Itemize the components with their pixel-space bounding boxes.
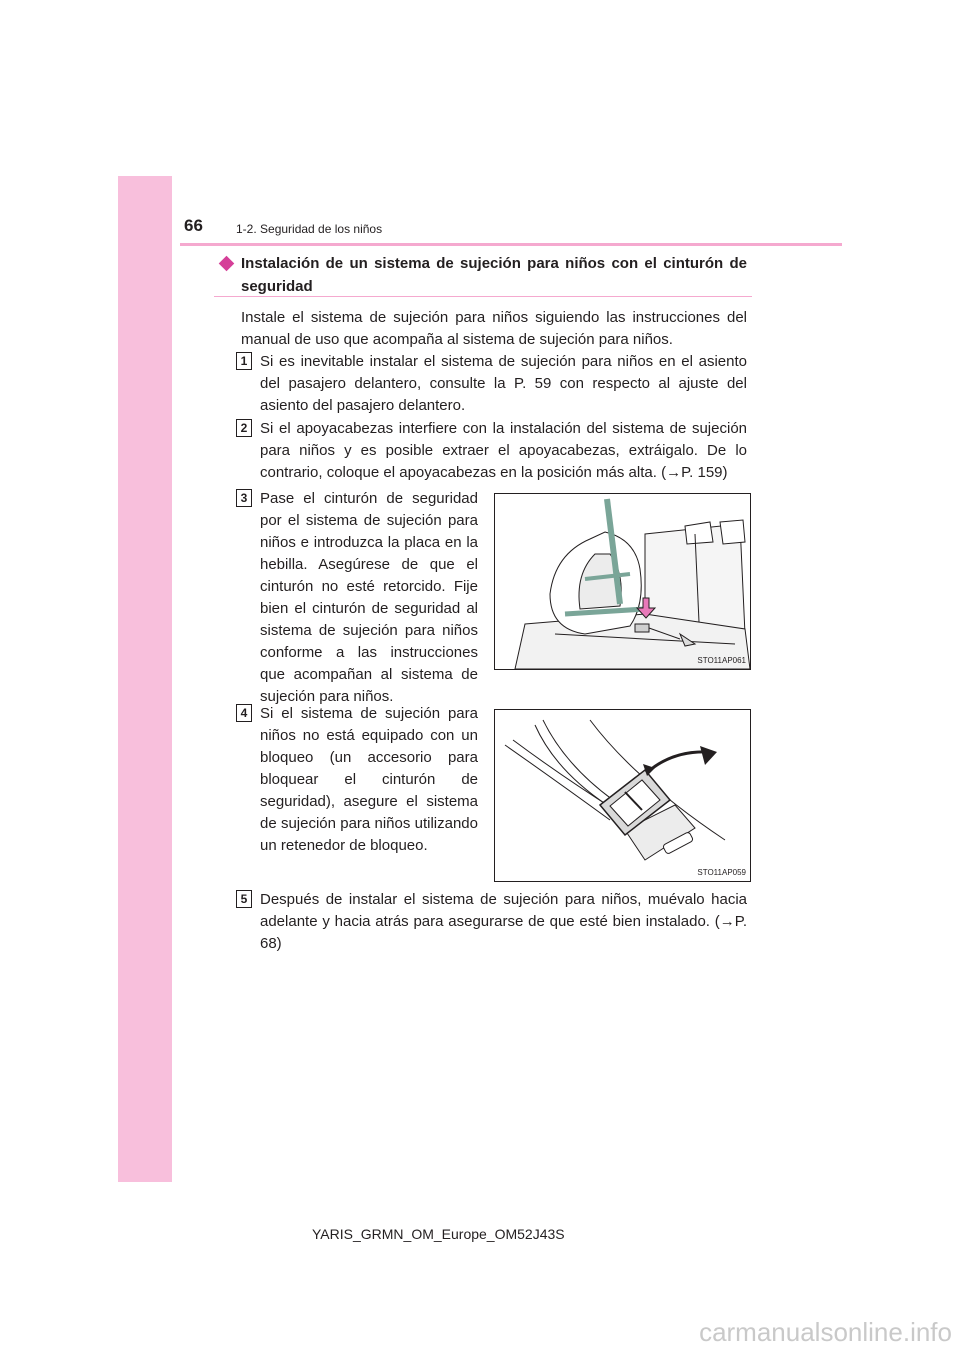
section-title: 1-2. Seguridad de los niños [236,222,383,236]
step-text-3: Pase el cinturón de seguridad por el sistema de sujeción para niños e introduzca la placa en la hebilla. Asegúrese de que el cinturón no esté retorcido. Fije bien el cinturón de seguridad al sistema de sujeción para niños conforme a las instrucciones que acompañan al sistema de sujeción para niños. [260,490,478,705]
locking-clip-figure [494,709,751,882]
document-code: YARIS_GRMN_OM_Europe_OM52J43S [312,1226,565,1242]
page-number: 66 [184,216,203,235]
subsection-heading: Instalación de un sistema de sujeción para niños con el cinturón de seguridad [241,255,747,295]
side-tab [118,176,172,1182]
step-number-5: 5 [236,890,252,908]
figure-code: STO11AP061 [697,656,746,665]
intro-paragraph: Instale el sistema de sujeción para niños siguiendo las instrucciones del manual de uso que acompaña al sistema de sujeción para niños. [241,309,747,348]
child-seat-figure [494,493,751,670]
step-text-2: Si el apoyacabezas interfiere con la instalación del sistema de sujeción para niños y es posible extraer el apoyacabezas, extráigalo. De lo contrario, coloque el apoyacabezas en la posición más alta. (→P. 159) [260,420,747,481]
step-text-5: Después de instalar el sistema de sujeción para niños, muévalo hacia adelante y hacia atrás para asegurarse de que esté bien instalado. (→P. 68) [260,891,747,952]
step-text-1: Si es inevitable instalar el sistema de sujeción para niños en el asiento del pasajero delantero, consulte la P. 59 con respecto al ajuste del asiento del pasajero delantero. [260,353,747,414]
header-divider [180,243,842,246]
step-number-4: 4 [236,704,252,722]
step-number-2: 2 [236,419,252,437]
figure-code: STO11AP059 [697,868,746,877]
heading-divider [214,296,752,297]
watermark: carmanualsonline.info [699,1317,952,1347]
step-number-1: 1 [236,352,252,370]
child-seat-illustration [495,494,750,669]
step-number-3: 3 [236,489,252,507]
step-text-4: Si el sistema de sujeción para niños no está equipado con un bloqueo (un accesorio para bloquear el cinturón de seguridad), asegure el sistema de sujeción para niños utilizando un retenedor de bloqueo. [260,705,478,854]
diamond-bullet-icon [219,256,235,272]
locking-clip-illustration [495,710,750,881]
